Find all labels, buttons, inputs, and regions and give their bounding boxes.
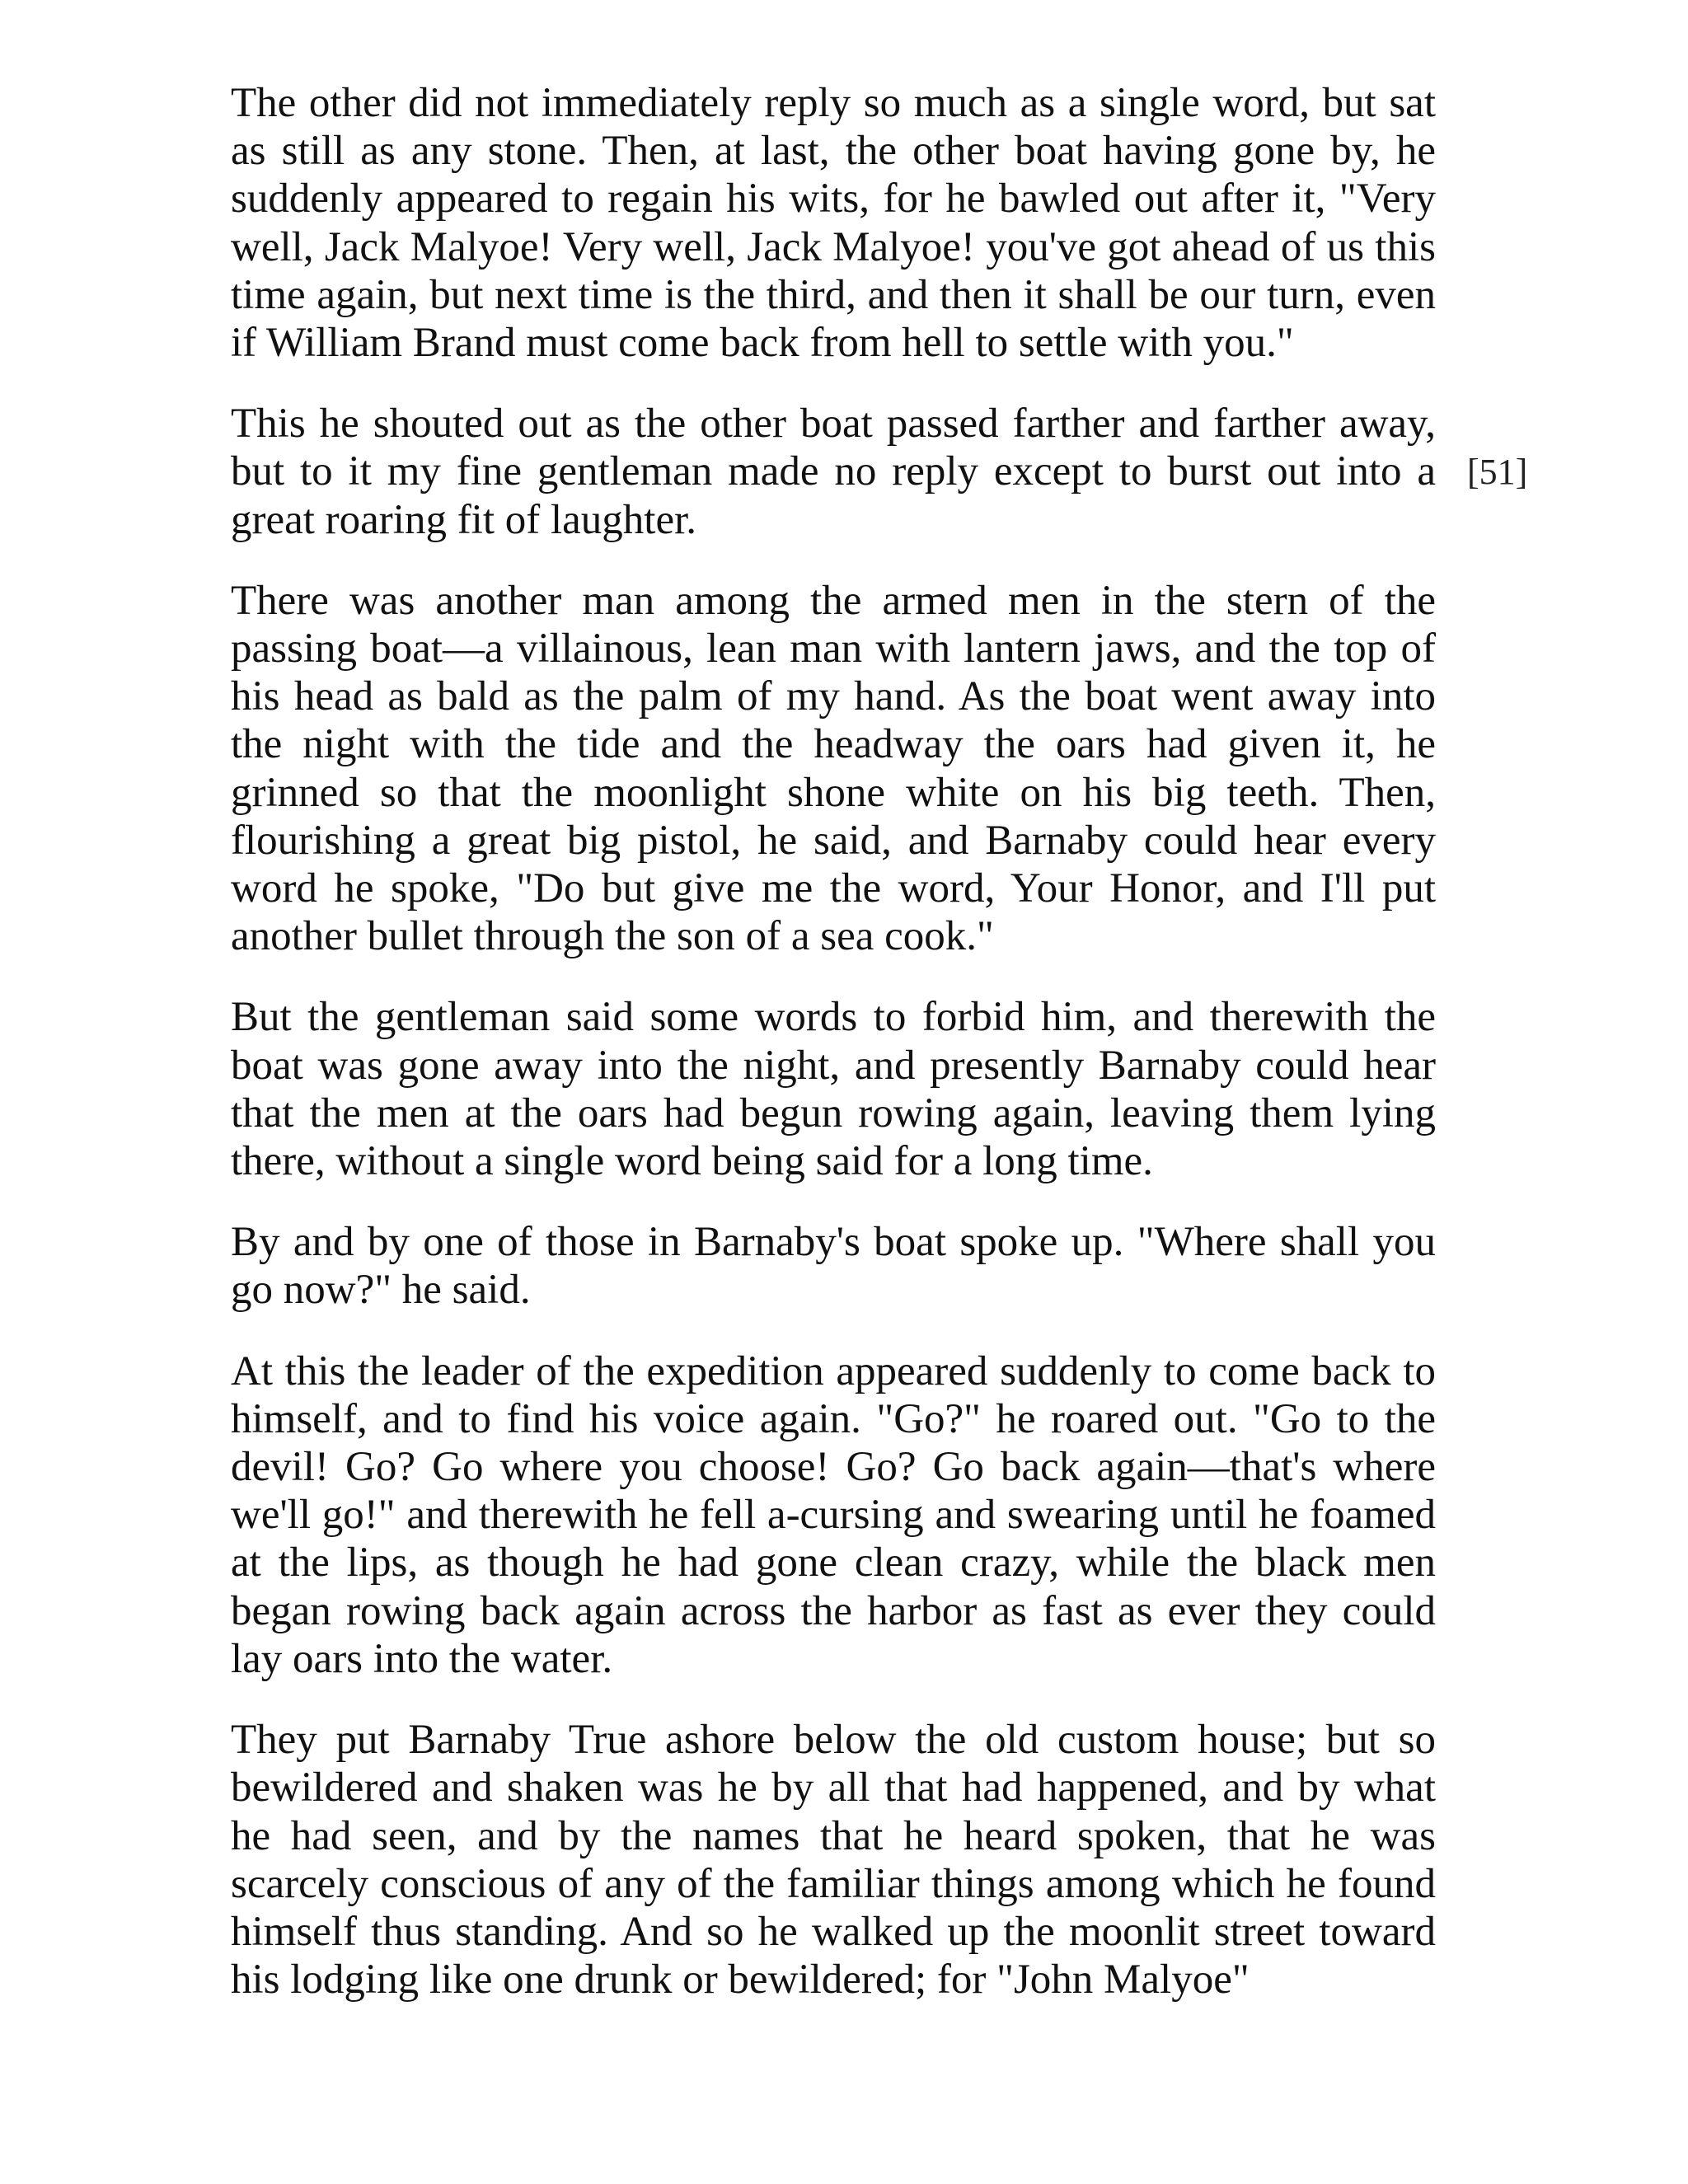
page-number: [51] (1467, 452, 1528, 492)
paragraph-4: But the gentleman said some words to forbid him, and therewith the boat was gone away into the night, and presently Barnaby could hear that the men at the oars had begun rowing again, leaving them lying there, without a single word being said for a long time. (231, 994, 1436, 1185)
paragraph-6: At this the leader of the expedition appeared suddenly to come back to himself, and to find his voice again. "Go?" he roared out. "Go to the devil! Go? Go where you choose! Go? Go back again—that's where we'll go!" and therewith he fell a-cursing and swearing until he foamed at the lips, as though he had gone clean crazy, while the black men began rowing back again across the harbor as fast as ever they could lay oars into the water. (231, 1347, 1436, 1682)
paragraph-2: This he shouted out as the other boat passed farther and farther away, but to it my fine gentleman made no reply except to burst out into a great roaring fit of laughter. (231, 401, 1436, 543)
paragraph-3: There was another man among the armed men in the stern of the passing boat—a villainous, lean man with lantern jaws, and the top of his head as bald as the palm of my hand. As the boat went away into the night with the tide and the headway the oars had given it, he grinned so that the moonlight shone white on his big teeth. Then, flourishing a great big pistol, he said, and Barnaby could hear every word he spoke, "Do but give me the word, Your Honor, and I'll put another bullet through the son of a sea cook." (231, 577, 1436, 960)
paragraph-7: They put Barnaby True ashore below the old custom house; but so bewildered and shaken was he by all that had happened, and by what he had seen, and by the names that he heard spoken, that he was scarcely conscious of any of the familiar things among which he found himself thus standing. And so he walked up the moonlit street toward his lodging like one drunk or bewildered; for "John Malyoe" (231, 1717, 1436, 2004)
paragraph-1: The other did not immediately reply so much as a single word, but sat as still as any stone. Then, at last, the other boat having gone by, he suddenly appeared to regain his wits, for he bawled out after it, "Very well, Jack Malyoe! Very well, Jack Malyoe! you've got ahead of us this time again, but next time is the third, and then it shall be our turn, even if William Brand must come back from hell to settle with you." (231, 80, 1436, 367)
book-page-text (231, 79, 1436, 2036)
paragraph-5: By and by one of those in Barnaby's boat spoke up. "Where shall you go now?" he said. (231, 1219, 1436, 1314)
